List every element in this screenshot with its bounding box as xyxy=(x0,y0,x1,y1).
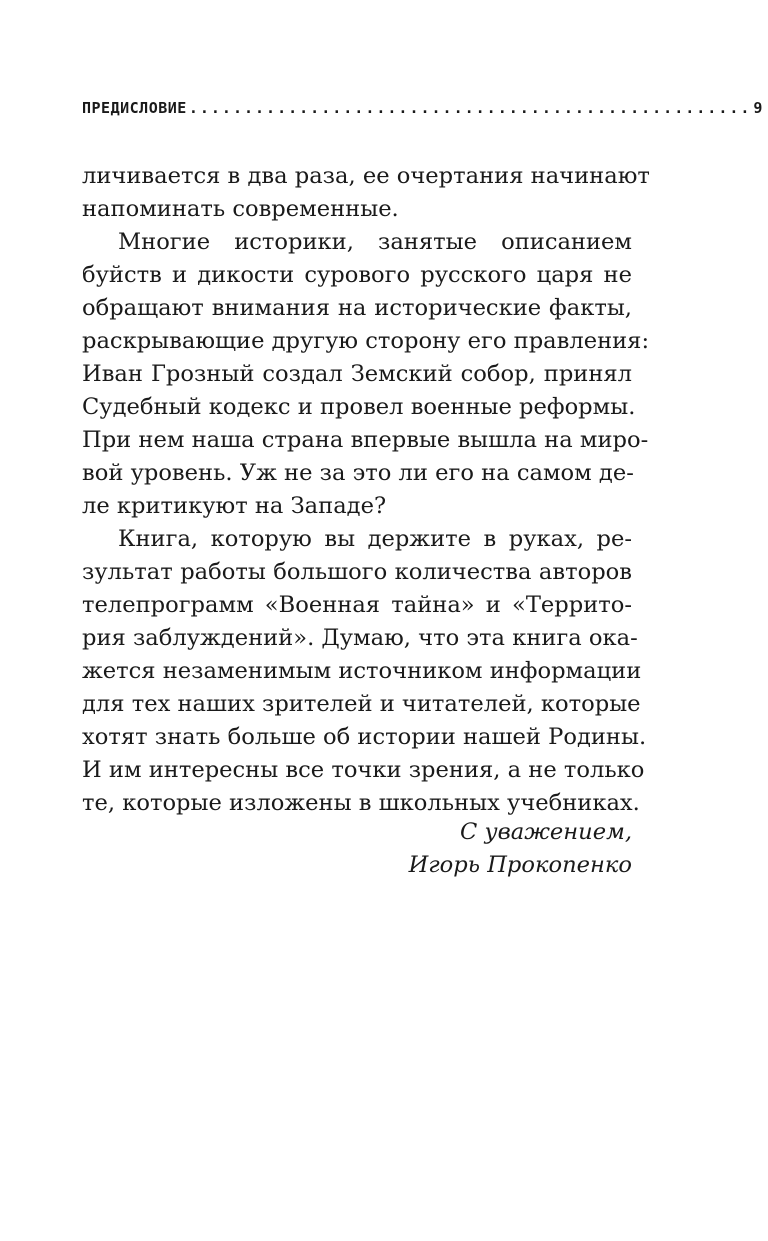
text-line: буйств и дикости сурового русского царя не xyxy=(82,262,632,288)
body-text xyxy=(82,160,650,820)
text-line: личивается в два раза, ее очертания начинают xyxy=(82,163,650,189)
text-line: хотят знать больше об истории нашей Родины. xyxy=(82,724,647,750)
text-line: ле критикуют на Западе? xyxy=(82,493,387,519)
page-number: 9 xyxy=(753,99,763,117)
text-line: напоминать современные. xyxy=(82,196,399,222)
text-line: И им интересны все точки зрения, а не только xyxy=(82,757,645,783)
text-line: Книга, которую вы держите в руках, ре- xyxy=(118,526,632,552)
text-line: обращают внимания на исторические факты, xyxy=(82,295,632,321)
text-line: жется незаменимым источником информации xyxy=(82,658,642,684)
text-line: для тех наших зрителей и читателей, которые xyxy=(82,691,641,717)
text-line: те, которые изложены в школьных учебниках. xyxy=(82,790,640,816)
text-line: Иван Грозный создал Земский собор, принял xyxy=(82,361,632,387)
text-line: зультат работы большого количества авторов xyxy=(82,559,632,585)
section-title: ПРЕДИСЛОВИЕ xyxy=(82,99,187,117)
text-line: рия заблуждений». Думаю, что эта книга ока- xyxy=(82,625,638,651)
signature xyxy=(82,816,632,882)
text-line: вой уровень. Уж не за это ли его на самом де- xyxy=(82,460,634,486)
text-line: телепрограмм «Военная тайна» и «Террито- xyxy=(82,592,632,618)
text-line: раскрывающие другую сторону его правления: xyxy=(82,328,650,354)
text-line: При нем наша страна впервые вышла на миро- xyxy=(82,427,649,453)
text-line: Многие историки, занятые описанием xyxy=(118,229,632,255)
dot-leader: ................................................... xyxy=(188,99,752,117)
text-line: Судебный кодекс и провел военные реформы. xyxy=(82,394,636,420)
running-header xyxy=(82,99,763,117)
signature-author: Игорь Прокопенко xyxy=(408,852,632,878)
signature-closing: С уважением, xyxy=(460,819,632,845)
